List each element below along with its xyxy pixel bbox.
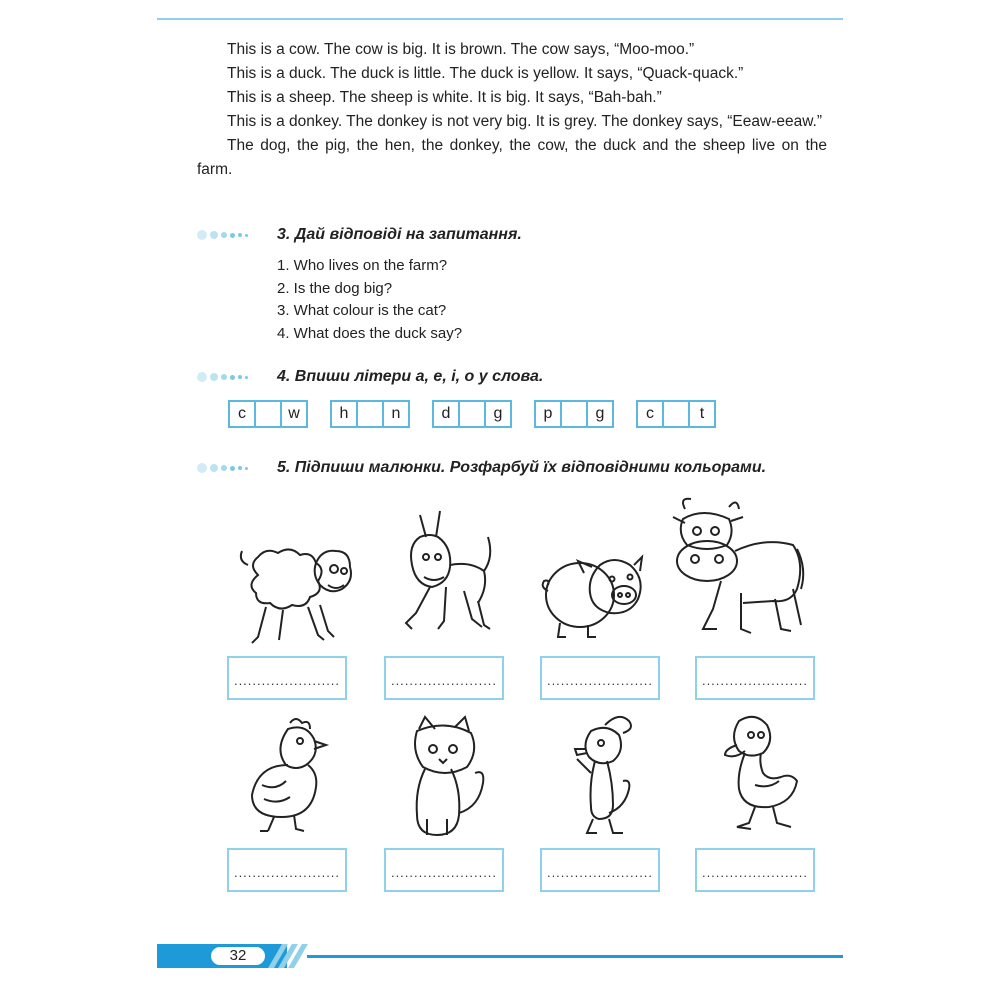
blank-letter-cell[interactable] — [458, 400, 486, 428]
word-boxes — [228, 400, 308, 428]
sheep-picture — [228, 535, 363, 655]
letter-boxes-row — [228, 400, 716, 428]
letter-cell: p — [534, 400, 562, 428]
top-rule — [157, 18, 843, 20]
pig-icon — [540, 545, 650, 645]
word-boxes — [330, 400, 410, 428]
letter-cell: c — [228, 400, 256, 428]
question-list — [277, 255, 462, 345]
reading-paragraph: This is a cow. The cow is big. It is brown. The cow says, “Moo-moo.” — [227, 41, 695, 58]
label-box-donkey[interactable]: ....................... — [384, 656, 504, 700]
reading-paragraph: The dog, the pig, the hen, the donkey, the cow, the duck and the sheep live on the farm. — [197, 137, 827, 178]
letter-cell: c — [636, 400, 664, 428]
donkey-picture — [390, 505, 500, 650]
blank-letter-cell[interactable] — [356, 400, 384, 428]
cow-icon — [665, 495, 810, 645]
reading-paragraph: This is a sheep. The sheep is white. It is big. It says, “Bah-bah.” — [227, 89, 662, 106]
label-box-cat[interactable]: ....................... — [384, 848, 504, 892]
hen-icon — [240, 715, 340, 835]
word-boxes — [432, 400, 512, 428]
task5-header — [197, 455, 766, 481]
question-item: 4. What does the duck say? — [277, 324, 463, 342]
letter-cell: w — [280, 400, 308, 428]
task3-header — [197, 222, 522, 248]
label-box-duck[interactable]: ....................... — [695, 848, 815, 892]
letter-cell: t — [688, 400, 716, 428]
dots-icon — [197, 372, 267, 382]
dots-icon — [197, 230, 267, 240]
sheep-icon — [228, 535, 363, 650]
question-item: 2. Is the dog big? — [277, 279, 393, 297]
label-box-sheep[interactable]: ....................... — [227, 656, 347, 700]
question-item: 3. What colour is the cat? — [277, 302, 447, 319]
label-box-dog[interactable]: ....................... — [540, 848, 660, 892]
task3-title: 3. Дай відповіді на запитання. — [277, 226, 522, 243]
task4-header — [197, 364, 543, 390]
dog-icon — [565, 713, 645, 838]
footer-bar — [157, 944, 843, 968]
hen-picture — [240, 715, 340, 840]
cow-picture — [665, 495, 810, 650]
label-box-hen[interactable]: ....................... — [227, 848, 347, 892]
reading-paragraph: This is a donkey. The donkey is not very big. It is grey. The donkey says, “Eeaw-eeaw.” — [227, 113, 823, 130]
letter-cell: g — [484, 400, 512, 428]
pig-picture — [540, 545, 650, 650]
donkey-icon — [390, 505, 500, 645]
reading-paragraph: This is a duck. The duck is little. The duck is yellow. It says, “Quack-quack.” — [227, 65, 744, 82]
label-box-cow[interactable]: ....................... — [695, 656, 815, 700]
footer-line — [307, 955, 843, 958]
question-item: 1. Who lives on the farm? — [277, 257, 448, 274]
letter-cell: h — [330, 400, 358, 428]
dots-icon — [197, 463, 267, 473]
cat-icon — [405, 715, 495, 840]
reading-text — [197, 38, 827, 182]
task4-title: 4. Впиши літери а, е, і, о у слова. — [277, 368, 544, 385]
label-box-pig[interactable]: ....................... — [540, 656, 660, 700]
blank-letter-cell[interactable] — [254, 400, 282, 428]
duck-picture — [715, 713, 805, 843]
duck-icon — [715, 713, 805, 838]
blank-letter-cell[interactable] — [662, 400, 690, 428]
dog-picture — [565, 713, 645, 843]
letter-cell: g — [586, 400, 614, 428]
word-boxes — [534, 400, 614, 428]
letter-cell: d — [432, 400, 460, 428]
letter-cell: n — [382, 400, 410, 428]
blank-letter-cell[interactable] — [560, 400, 588, 428]
word-boxes — [636, 400, 716, 428]
task5-title: 5. Підпиши малюнки. Розфарбуй їх відповідними кольорами. — [277, 459, 767, 476]
page-number: 32 — [209, 945, 267, 967]
cat-picture — [405, 715, 495, 845]
